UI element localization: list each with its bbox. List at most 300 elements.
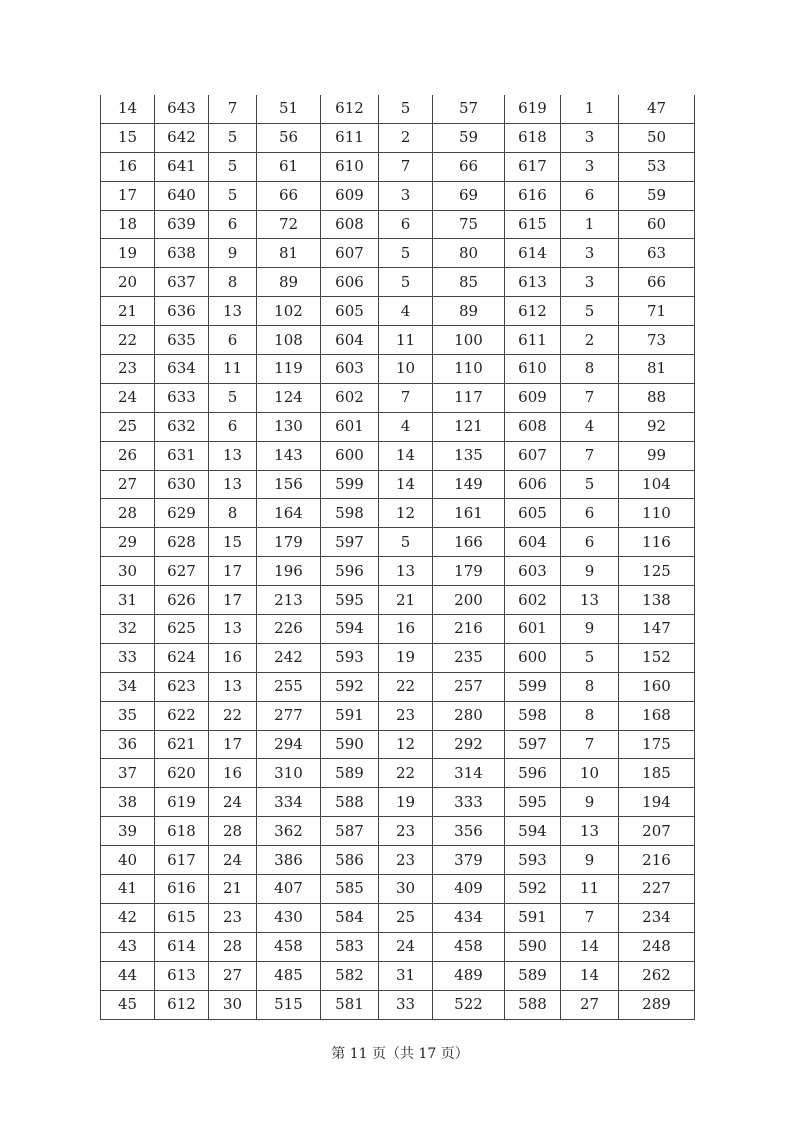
table-cell: 292	[433, 730, 505, 759]
table-cell: 23	[379, 701, 433, 730]
table-cell: 611	[321, 123, 379, 152]
table-cell: 42	[101, 903, 155, 932]
table-cell: 130	[257, 412, 321, 441]
table-cell: 17	[101, 181, 155, 210]
table-cell: 1	[561, 95, 619, 123]
table-cell: 14	[561, 932, 619, 961]
table-cell: 59	[433, 123, 505, 152]
table-cell: 156	[257, 470, 321, 499]
table-cell: 13	[209, 615, 257, 644]
table-cell: 583	[321, 932, 379, 961]
table-cell: 5	[561, 643, 619, 672]
table-cell: 27	[209, 961, 257, 990]
table-cell: 160	[619, 672, 695, 701]
table-cell: 379	[433, 846, 505, 875]
table-cell: 627	[155, 557, 209, 586]
table-cell: 15	[209, 528, 257, 557]
table-cell: 110	[619, 499, 695, 528]
table-cell: 18	[101, 210, 155, 239]
table-cell: 164	[257, 499, 321, 528]
table-cell: 641	[155, 152, 209, 181]
table-cell: 13	[209, 297, 257, 326]
table-row	[101, 181, 695, 210]
table-cell: 23	[379, 846, 433, 875]
table-cell: 19	[101, 239, 155, 268]
table-cell: 609	[505, 383, 561, 412]
table-cell: 642	[155, 123, 209, 152]
table-cell: 643	[155, 95, 209, 123]
table-cell: 69	[433, 181, 505, 210]
table-cell: 14	[101, 95, 155, 123]
table-cell: 12	[379, 499, 433, 528]
table-cell: 166	[433, 528, 505, 557]
table-cell: 640	[155, 181, 209, 210]
table-cell: 26	[101, 441, 155, 470]
table-cell: 636	[155, 297, 209, 326]
table-cell: 597	[505, 730, 561, 759]
table-cell: 3	[561, 152, 619, 181]
table-cell: 586	[321, 846, 379, 875]
table-cell: 185	[619, 759, 695, 788]
table-cell: 635	[155, 326, 209, 355]
table-cell: 66	[433, 152, 505, 181]
table-cell: 125	[619, 557, 695, 586]
table-cell: 596	[505, 759, 561, 788]
table-cell: 4	[379, 412, 433, 441]
table-cell: 614	[155, 932, 209, 961]
table-cell: 108	[257, 326, 321, 355]
table-cell: 14	[379, 441, 433, 470]
table-cell: 226	[257, 615, 321, 644]
table-cell: 605	[321, 297, 379, 326]
table-cell: 13	[209, 672, 257, 701]
table-cell: 4	[561, 412, 619, 441]
table-cell: 75	[433, 210, 505, 239]
table-cell: 592	[505, 875, 561, 904]
table-cell: 8	[561, 355, 619, 384]
table-cell: 637	[155, 268, 209, 297]
table-cell: 7	[209, 95, 257, 123]
table-cell: 5	[379, 528, 433, 557]
table-cell: 5	[209, 181, 257, 210]
table-cell: 194	[619, 788, 695, 817]
table-cell: 5	[209, 383, 257, 412]
table-cell: 39	[101, 817, 155, 846]
table-cell: 119	[257, 355, 321, 384]
table-cell: 591	[505, 903, 561, 932]
table-cell: 30	[209, 990, 257, 1019]
page-number-text: 第 11 页（共 17 页）	[331, 1046, 469, 1062]
table-cell: 626	[155, 586, 209, 615]
table-cell: 56	[257, 123, 321, 152]
table-cell: 53	[619, 152, 695, 181]
table-row	[101, 470, 695, 499]
table-cell: 3	[561, 239, 619, 268]
table-row	[101, 326, 695, 355]
table-row	[101, 817, 695, 846]
table-row	[101, 875, 695, 904]
table-cell: 611	[505, 326, 561, 355]
table-row	[101, 210, 695, 239]
table-row	[101, 990, 695, 1019]
table-cell: 116	[619, 528, 695, 557]
table-row	[101, 355, 695, 384]
table-cell: 13	[379, 557, 433, 586]
table-cell: 623	[155, 672, 209, 701]
table-cell: 624	[155, 643, 209, 672]
table-cell: 277	[257, 701, 321, 730]
table-cell: 3	[561, 123, 619, 152]
table-cell: 5	[209, 123, 257, 152]
table-cell: 28	[101, 499, 155, 528]
table-cell: 11	[561, 875, 619, 904]
table-cell: 628	[155, 528, 209, 557]
page-footer	[0, 1043, 800, 1063]
table-row	[101, 643, 695, 672]
table-cell: 81	[257, 239, 321, 268]
table-cell: 11	[209, 355, 257, 384]
table-cell: 73	[619, 326, 695, 355]
table-cell: 458	[257, 932, 321, 961]
table-cell: 582	[321, 961, 379, 990]
table-cell: 63	[619, 239, 695, 268]
table-row	[101, 268, 695, 297]
table-cell: 581	[321, 990, 379, 1019]
table-cell: 179	[257, 528, 321, 557]
table-cell: 616	[505, 181, 561, 210]
table-cell: 38	[101, 788, 155, 817]
table-cell: 608	[321, 210, 379, 239]
table-cell: 618	[505, 123, 561, 152]
table-cell: 289	[619, 990, 695, 1019]
table-row	[101, 528, 695, 557]
table-row	[101, 239, 695, 268]
table-cell: 356	[433, 817, 505, 846]
table-cell: 3	[379, 181, 433, 210]
table-cell: 588	[321, 788, 379, 817]
table-cell: 227	[619, 875, 695, 904]
table-cell: 592	[321, 672, 379, 701]
table-cell: 14	[561, 961, 619, 990]
table-cell: 601	[505, 615, 561, 644]
table-cell: 593	[321, 643, 379, 672]
table-cell: 161	[433, 499, 505, 528]
table-cell: 599	[321, 470, 379, 499]
table-cell: 66	[619, 268, 695, 297]
table-cell: 407	[257, 875, 321, 904]
table-cell: 13	[209, 470, 257, 499]
table-cell: 21	[379, 586, 433, 615]
table-cell: 85	[433, 268, 505, 297]
table-cell: 30	[101, 557, 155, 586]
table-cell: 602	[321, 383, 379, 412]
table-cell: 5	[561, 470, 619, 499]
table-cell: 147	[619, 615, 695, 644]
table-cell: 33	[101, 643, 155, 672]
table-cell: 589	[505, 961, 561, 990]
table-cell: 6	[561, 499, 619, 528]
table-cell: 31	[379, 961, 433, 990]
table-cell: 8	[209, 499, 257, 528]
table-cell: 3	[561, 268, 619, 297]
table-cell: 47	[619, 95, 695, 123]
table-cell: 333	[433, 788, 505, 817]
table-row	[101, 788, 695, 817]
table-cell: 50	[619, 123, 695, 152]
table-cell: 584	[321, 903, 379, 932]
table-cell: 104	[619, 470, 695, 499]
table-cell: 458	[433, 932, 505, 961]
table-cell: 216	[619, 846, 695, 875]
table-cell: 16	[209, 759, 257, 788]
table-cell: 88	[619, 383, 695, 412]
table-cell: 149	[433, 470, 505, 499]
table-cell: 310	[257, 759, 321, 788]
table-cell: 604	[505, 528, 561, 557]
table-cell: 6	[561, 181, 619, 210]
table-cell: 609	[321, 181, 379, 210]
table-cell: 602	[505, 586, 561, 615]
table-cell: 612	[321, 95, 379, 123]
table-cell: 595	[505, 788, 561, 817]
table-row	[101, 297, 695, 326]
table-row	[101, 499, 695, 528]
table-cell: 10	[379, 355, 433, 384]
table-cell: 92	[619, 412, 695, 441]
table-cell: 21	[101, 297, 155, 326]
table-cell: 599	[505, 672, 561, 701]
table-cell: 28	[209, 932, 257, 961]
table-cell: 81	[619, 355, 695, 384]
table-cell: 89	[433, 297, 505, 326]
table-cell: 5	[561, 297, 619, 326]
table-cell: 9	[561, 615, 619, 644]
table-cell: 614	[505, 239, 561, 268]
table-cell: 14	[379, 470, 433, 499]
table-row	[101, 672, 695, 701]
table-cell: 7	[379, 383, 433, 412]
table-cell: 612	[155, 990, 209, 1019]
table-cell: 620	[155, 759, 209, 788]
table-cell: 17	[209, 557, 257, 586]
table-cell: 7	[561, 383, 619, 412]
table-cell: 175	[619, 730, 695, 759]
table-cell: 9	[561, 846, 619, 875]
table-cell: 22	[379, 759, 433, 788]
table-cell: 248	[619, 932, 695, 961]
table-cell: 235	[433, 643, 505, 672]
table-cell: 1	[561, 210, 619, 239]
table-cell: 179	[433, 557, 505, 586]
table-cell: 632	[155, 412, 209, 441]
table-cell: 27	[101, 470, 155, 499]
table-cell: 434	[433, 903, 505, 932]
table-cell: 30	[379, 875, 433, 904]
table-cell: 59	[619, 181, 695, 210]
table-cell: 598	[321, 499, 379, 528]
table-cell: 19	[379, 643, 433, 672]
table-cell: 8	[209, 268, 257, 297]
table-cell: 409	[433, 875, 505, 904]
table-cell: 117	[433, 383, 505, 412]
table-cell: 631	[155, 441, 209, 470]
table-cell: 13	[561, 817, 619, 846]
table-cell: 280	[433, 701, 505, 730]
table-cell: 606	[321, 268, 379, 297]
table-row	[101, 383, 695, 412]
table-cell: 610	[505, 355, 561, 384]
table-cell: 2	[379, 123, 433, 152]
table-cell: 587	[321, 817, 379, 846]
table-cell: 595	[321, 586, 379, 615]
table-cell: 7	[561, 730, 619, 759]
table-cell: 20	[101, 268, 155, 297]
table-cell: 594	[321, 615, 379, 644]
table-cell: 8	[561, 701, 619, 730]
table-cell: 597	[321, 528, 379, 557]
table-cell: 6	[209, 412, 257, 441]
table-cell: 608	[505, 412, 561, 441]
table-cell: 5	[379, 268, 433, 297]
table-cell: 99	[619, 441, 695, 470]
table-cell: 613	[155, 961, 209, 990]
table-cell: 591	[321, 701, 379, 730]
table-cell: 60	[619, 210, 695, 239]
table-cell: 430	[257, 903, 321, 932]
score-distribution-table	[100, 95, 695, 1020]
table-cell: 24	[101, 383, 155, 412]
table-cell: 606	[505, 470, 561, 499]
table-cell: 5	[379, 239, 433, 268]
table-cell: 24	[379, 932, 433, 961]
table-cell: 19	[379, 788, 433, 817]
table-cell: 612	[505, 297, 561, 326]
table-cell: 43	[101, 932, 155, 961]
table-cell: 12	[379, 730, 433, 759]
table-row	[101, 412, 695, 441]
table-cell: 2	[561, 326, 619, 355]
table-cell: 31	[101, 586, 155, 615]
table-cell: 603	[505, 557, 561, 586]
table-cell: 89	[257, 268, 321, 297]
table-cell: 604	[321, 326, 379, 355]
table-cell: 6	[209, 326, 257, 355]
table-cell: 593	[505, 846, 561, 875]
table-cell: 596	[321, 557, 379, 586]
table-cell: 168	[619, 701, 695, 730]
table-cell: 485	[257, 961, 321, 990]
table-cell: 29	[101, 528, 155, 557]
table-cell: 27	[561, 990, 619, 1019]
table-row	[101, 586, 695, 615]
table-cell: 618	[155, 817, 209, 846]
table-cell: 585	[321, 875, 379, 904]
table-cell: 152	[619, 643, 695, 672]
table-cell: 600	[505, 643, 561, 672]
table-cell: 386	[257, 846, 321, 875]
table-body	[101, 95, 695, 1019]
table-cell: 61	[257, 152, 321, 181]
table-cell: 9	[209, 239, 257, 268]
table-cell: 143	[257, 441, 321, 470]
table-row	[101, 932, 695, 961]
table-cell: 102	[257, 297, 321, 326]
table-cell: 16	[101, 152, 155, 181]
table-cell: 590	[321, 730, 379, 759]
table-cell: 638	[155, 239, 209, 268]
table-cell: 51	[257, 95, 321, 123]
table-cell: 639	[155, 210, 209, 239]
table-cell: 25	[101, 412, 155, 441]
table-cell: 615	[505, 210, 561, 239]
table-cell: 7	[561, 441, 619, 470]
table-cell: 124	[257, 383, 321, 412]
table-cell: 522	[433, 990, 505, 1019]
table-cell: 11	[379, 326, 433, 355]
table-cell: 630	[155, 470, 209, 499]
table-cell: 23	[209, 903, 257, 932]
table-cell: 607	[321, 239, 379, 268]
table-cell: 28	[209, 817, 257, 846]
table-cell: 629	[155, 499, 209, 528]
table-cell: 196	[257, 557, 321, 586]
table-cell: 7	[379, 152, 433, 181]
table-row	[101, 557, 695, 586]
table-cell: 23	[379, 817, 433, 846]
table-cell: 44	[101, 961, 155, 990]
table-row	[101, 441, 695, 470]
table-cell: 622	[155, 701, 209, 730]
table-cell: 633	[155, 383, 209, 412]
table-cell: 489	[433, 961, 505, 990]
table-cell: 619	[505, 95, 561, 123]
table-cell: 22	[209, 701, 257, 730]
table-cell: 588	[505, 990, 561, 1019]
table-cell: 33	[379, 990, 433, 1019]
table-cell: 6	[561, 528, 619, 557]
table-cell: 616	[155, 875, 209, 904]
table-cell: 617	[155, 846, 209, 875]
table-cell: 22	[101, 326, 155, 355]
table-cell: 255	[257, 672, 321, 701]
table-cell: 25	[379, 903, 433, 932]
table-cell: 589	[321, 759, 379, 788]
table-cell: 23	[101, 355, 155, 384]
table-cell: 4	[379, 297, 433, 326]
table-cell: 71	[619, 297, 695, 326]
table-cell: 72	[257, 210, 321, 239]
table-cell: 634	[155, 355, 209, 384]
table-cell: 22	[379, 672, 433, 701]
table-cell: 362	[257, 817, 321, 846]
table-cell: 617	[505, 152, 561, 181]
table-cell: 138	[619, 586, 695, 615]
table-cell: 17	[209, 586, 257, 615]
table-cell: 621	[155, 730, 209, 759]
table-cell: 216	[433, 615, 505, 644]
table-cell: 9	[561, 557, 619, 586]
table-cell: 135	[433, 441, 505, 470]
table-cell: 234	[619, 903, 695, 932]
table-cell: 8	[561, 672, 619, 701]
table-cell: 7	[561, 903, 619, 932]
table-cell: 9	[561, 788, 619, 817]
table-cell: 10	[561, 759, 619, 788]
table-cell: 590	[505, 932, 561, 961]
table-cell: 24	[209, 846, 257, 875]
table-cell: 13	[561, 586, 619, 615]
table-cell: 605	[505, 499, 561, 528]
